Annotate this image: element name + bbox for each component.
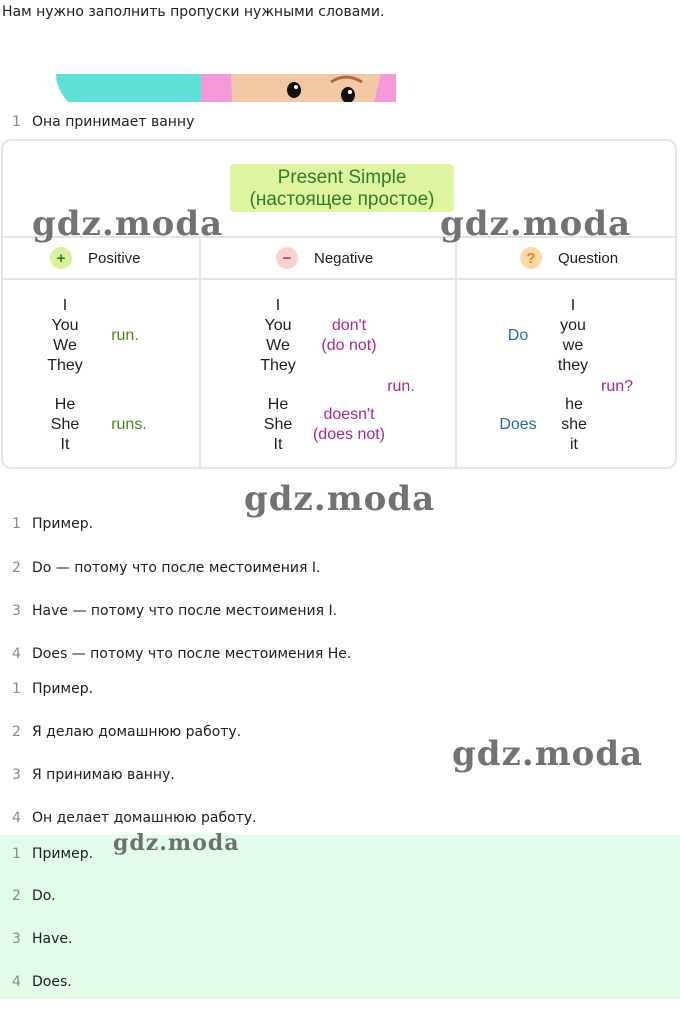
pronoun: He: [267, 396, 289, 413]
list-item: [0, 678, 93, 700]
auxiliary: Does: [499, 416, 537, 433]
item-number: 3: [12, 931, 21, 947]
pronoun: it: [570, 436, 578, 453]
list-item: [0, 600, 337, 622]
watermark: gdz.moda: [32, 204, 224, 244]
question-header: [520, 247, 618, 269]
pronoun: We: [266, 337, 290, 354]
answer-item: [0, 843, 93, 865]
list-item: [0, 721, 241, 743]
item-number: 4: [12, 646, 21, 662]
list-item: [0, 557, 320, 579]
title-line-1: Present Simple: [277, 167, 407, 188]
verb-form: run?: [600, 378, 634, 395]
item-number: 3: [12, 767, 21, 783]
item-number: 1: [12, 681, 21, 697]
item-text: Я принимаю ванну.: [32, 767, 175, 783]
item-number: 1: [12, 846, 21, 862]
item-text: Have.: [32, 931, 73, 947]
pronoun: They: [47, 357, 83, 374]
list-item: [0, 764, 175, 786]
pronoun: They: [260, 357, 296, 374]
item-text: Пример.: [32, 516, 94, 532]
item-text: Пример.: [32, 681, 94, 697]
verb-form: runs.: [111, 416, 147, 433]
item-text: Пример.: [32, 846, 94, 862]
positive-header: [50, 247, 141, 269]
question-label: Question: [558, 249, 619, 267]
character-illustration: [56, 74, 396, 102]
auxiliary: don't: [331, 317, 367, 334]
pronoun: we: [562, 337, 584, 354]
pronoun: It: [273, 436, 283, 453]
answer-item: [0, 885, 56, 907]
item-text: Does — потому что после местоимения He.: [32, 646, 352, 662]
item-text: Она принимает ванну: [32, 114, 195, 130]
pronoun: I: [275, 297, 281, 314]
answers-block: [0, 835, 680, 999]
item-number: 2: [12, 888, 21, 904]
item-text: Он делает домашнюю работу.: [32, 810, 257, 826]
item-number: 2: [12, 560, 21, 576]
pronoun: You: [264, 317, 292, 334]
minus-icon: −: [276, 247, 298, 269]
pronoun: I: [570, 297, 576, 314]
pronoun: It: [60, 436, 70, 453]
auxiliary-full: (does not): [312, 426, 386, 443]
divider: [3, 278, 675, 280]
pronoun: he: [565, 396, 583, 413]
pronoun: He: [54, 396, 76, 413]
title-line-2: (настоящее простое): [249, 189, 435, 210]
list-item: [0, 807, 257, 829]
negative-label: Negative: [314, 249, 374, 267]
item-number: 1: [12, 516, 21, 532]
auxiliary: doesn't: [323, 406, 375, 423]
negative-header: [276, 247, 373, 269]
pronoun: She: [263, 416, 293, 433]
present-simple-table: [1, 139, 677, 469]
auxiliary-full: (do not): [321, 337, 377, 354]
answer-item: [0, 928, 72, 950]
watermark: gdz.moda: [452, 734, 644, 774]
pronoun: she: [561, 416, 587, 433]
watermark: gdz.moda: [244, 479, 436, 519]
intro-text: Нам нужно заполнить пропуски нужными словами.: [2, 4, 385, 20]
item-text: Do — потому что после местоимения I.: [32, 560, 321, 576]
answer-item: [0, 971, 72, 993]
item-text: Does.: [32, 974, 72, 990]
list-item: [0, 643, 351, 665]
item-number: 4: [12, 974, 21, 990]
watermark: gdz.moda: [113, 830, 240, 856]
auxiliary: Do: [507, 327, 529, 344]
pronoun: they: [557, 357, 589, 374]
pronoun: She: [50, 416, 80, 433]
pronoun: I: [62, 297, 68, 314]
question-icon: ?: [520, 247, 542, 269]
item-text: Do.: [32, 888, 56, 904]
verb-form: run.: [111, 327, 139, 344]
item-number: 3: [12, 603, 21, 619]
divider: [199, 236, 201, 469]
item-text: Я делаю домашнюю работу.: [32, 724, 242, 740]
item-number: 1: [12, 114, 21, 130]
verb-form: run.: [387, 378, 415, 395]
list-item: [0, 513, 93, 535]
item-text: Have — потому что после местоимения I.: [32, 603, 338, 619]
pronoun: you: [560, 317, 586, 334]
list-item: [0, 111, 194, 133]
table-title: [230, 164, 454, 212]
divider: [455, 236, 457, 469]
pronoun: We: [53, 337, 77, 354]
item-number: 4: [12, 810, 21, 826]
pronoun: You: [51, 317, 79, 334]
positive-label: Positive: [88, 249, 141, 267]
item-number: 2: [12, 724, 21, 740]
plus-icon: +: [50, 247, 72, 269]
watermark: gdz.moda: [440, 204, 632, 244]
